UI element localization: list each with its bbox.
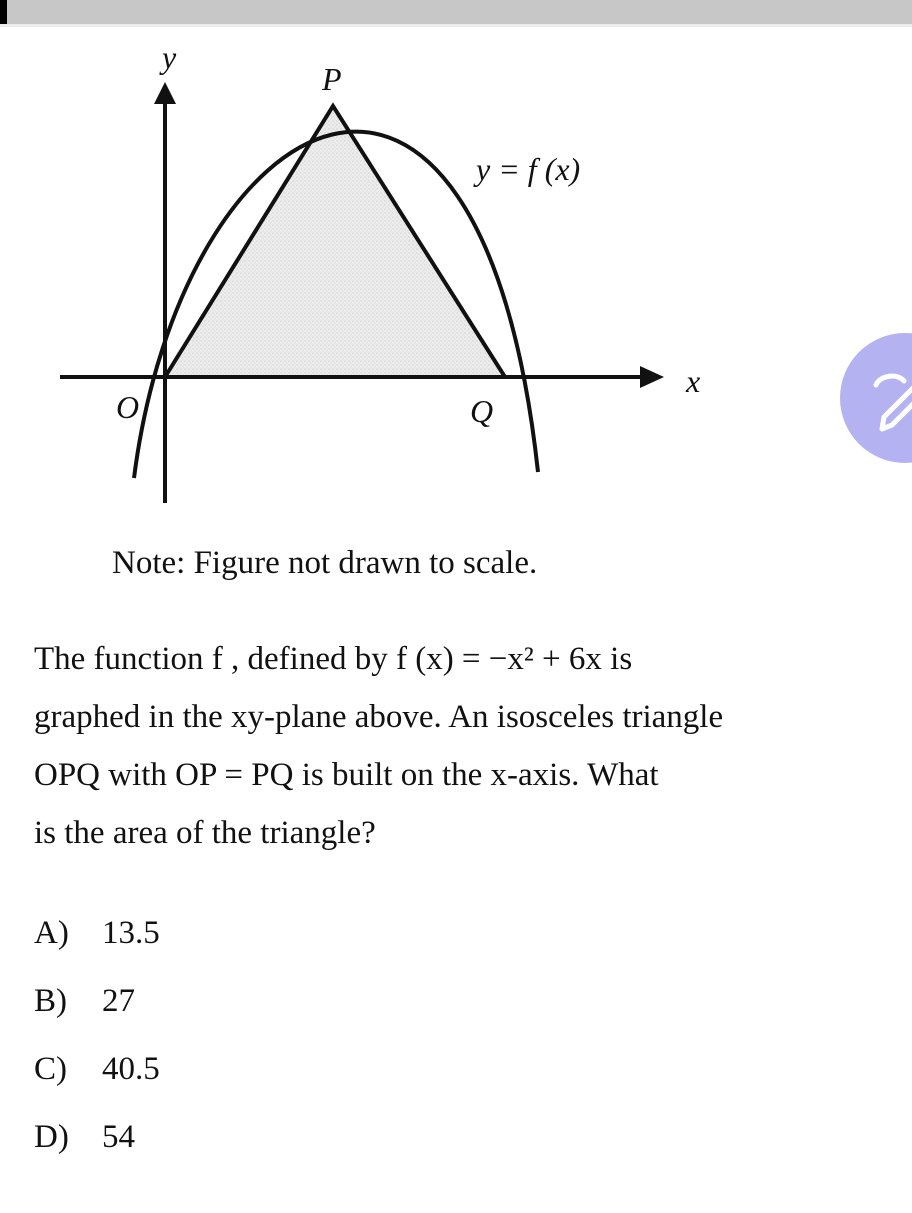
top-bar [0, 0, 912, 24]
point-o-label: O [116, 389, 140, 425]
question-line-4: is the area of the triangle? [34, 815, 376, 851]
figure-note: Note: Figure not drawn to scale. [112, 545, 538, 581]
x-axis-label: x [686, 363, 701, 399]
choice-c[interactable] [34, 1042, 160, 1110]
choice-d-value: 54 [102, 1119, 135, 1155]
choice-d[interactable] [34, 1110, 160, 1178]
choice-b-value: 27 [102, 983, 135, 1019]
curve-label: y = f (x) [476, 151, 581, 187]
choice-c-value: 40.5 [102, 1051, 160, 1087]
x-axis-arrow [640, 366, 664, 388]
point-p-label: P [322, 61, 342, 97]
choice-a-value: 13.5 [102, 915, 160, 951]
top-bar-mark [0, 0, 7, 24]
pen-icon [868, 367, 912, 437]
question-line-3: OPQ with OP = PQ is built on the x-axis. What [34, 757, 659, 793]
answer-choices [34, 906, 160, 1178]
choice-a-letter: A) [34, 915, 69, 951]
choice-b-letter: B) [34, 983, 67, 1019]
figure [0, 30, 760, 510]
question-line-1: The function f , defined by f (x) = −x² + 6x is [34, 641, 633, 677]
choice-c-letter: C) [34, 1051, 67, 1087]
question-text [34, 630, 884, 862]
y-axis-label: y [162, 39, 177, 75]
edit-button[interactable] [840, 333, 912, 463]
question-line-2: graphed in the xy-plane above. An isosceles triangle [34, 699, 724, 735]
choice-b[interactable] [34, 974, 160, 1042]
choice-d-letter: D) [34, 1119, 69, 1155]
top-bar-shadow [0, 24, 912, 27]
choice-a[interactable] [34, 906, 160, 974]
point-q-label: Q [470, 393, 494, 429]
triangle-shading [165, 106, 505, 377]
y-axis-arrow [154, 82, 176, 104]
